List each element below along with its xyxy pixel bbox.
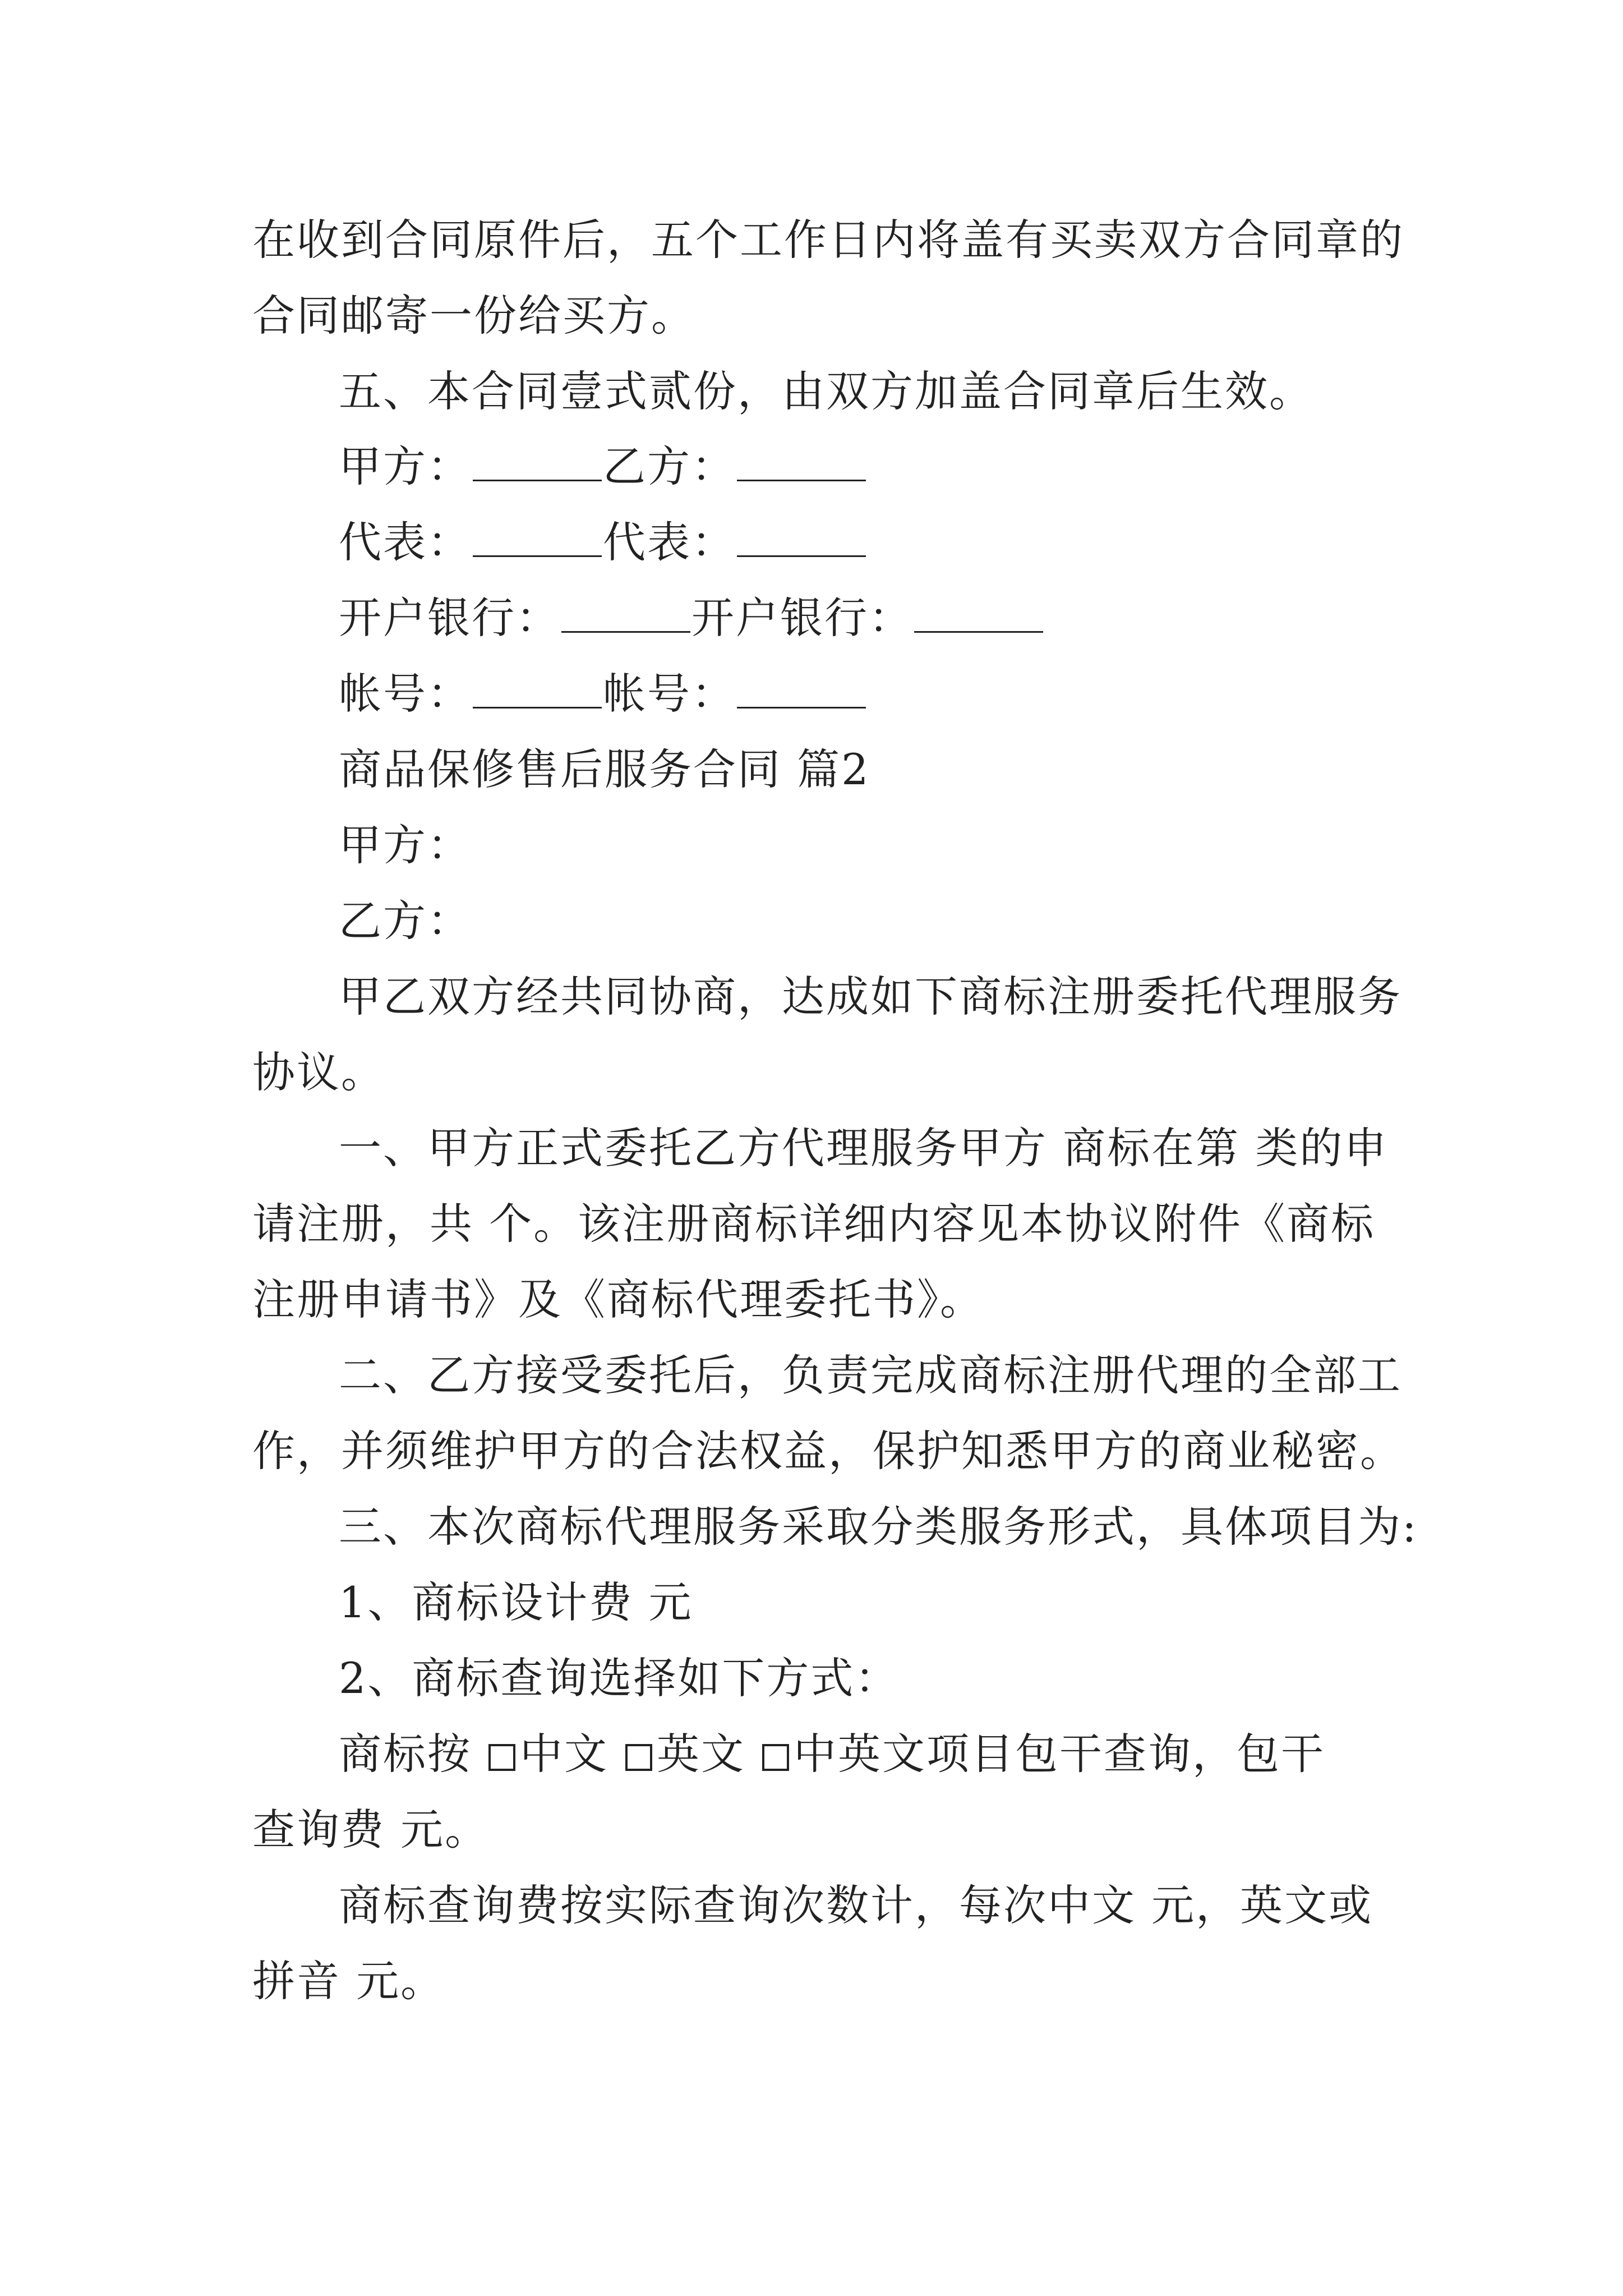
- signature-row-party: [339, 439, 867, 495]
- paragraph-line: 协议。: [252, 1047, 385, 1097]
- signature-row-bank: [339, 590, 1044, 646]
- party-b-line: 乙方：: [339, 896, 472, 946]
- fill-blank: [737, 446, 866, 481]
- bank-a-label: 开户银行：: [339, 593, 560, 643]
- paragraph-line: 三、本次商标代理服务采取分类服务形式，具体项目为:: [339, 1502, 1418, 1552]
- fill-blank: [473, 673, 602, 708]
- acct-a-label: 帐号：: [339, 669, 472, 719]
- paragraph-line: 五、本合同壹式贰份，由双方加盖合同章后生效。: [339, 366, 1313, 416]
- checkbox-chinese-english-label: 中英文项目包干查询，包干: [794, 1729, 1325, 1779]
- checkbox-english[interactable]: [625, 1744, 652, 1771]
- checkbox-chinese[interactable]: [488, 1744, 515, 1771]
- paragraph-line: 商标查询费按实际查询次数计，每次中文 元，英文或: [339, 1880, 1373, 1930]
- party-a-label: 甲方：: [339, 441, 472, 491]
- paragraph-line: 合同邮寄一份给买方。: [252, 291, 695, 341]
- paragraph-line: 1、商标设计费 元: [339, 1577, 693, 1627]
- checkbox-chinese-label: 中文: [520, 1729, 608, 1779]
- fill-blank: [737, 673, 866, 708]
- paragraph-line: 作，并须维护甲方的合法权益，保护知悉甲方的商业秘密。: [252, 1426, 1404, 1476]
- signature-row-representative: [339, 514, 867, 570]
- paragraph-line: 2、商标查询选择如下方式：: [339, 1653, 900, 1703]
- checkbox-chinese-english[interactable]: [762, 1744, 789, 1771]
- acct-b-label: 帐号：: [603, 669, 736, 719]
- checkbox-line: [339, 1726, 1325, 1782]
- paragraph-line: 甲乙双方经共同协商，达成如下商标注册委托代理服务: [339, 972, 1402, 1022]
- checkbox-english-label: 英文: [657, 1729, 745, 1779]
- fill-blank: [473, 522, 602, 557]
- party-b-label: 乙方：: [603, 441, 736, 491]
- paragraph-line: 拼音 元。: [252, 1956, 445, 2006]
- signature-row-account: [339, 666, 867, 722]
- fill-blank: [914, 597, 1043, 633]
- checkbox-line-prefix: 商标按: [339, 1729, 472, 1779]
- bank-b-label: 开户银行：: [691, 593, 913, 643]
- fill-blank: [561, 597, 690, 633]
- paragraph-line: 二、乙方接受委托后，负责完成商标注册代理的全部工: [339, 1350, 1402, 1400]
- section-title: 商品保修售后服务合同 篇2: [339, 744, 870, 794]
- paragraph-line: 查询费 元。: [252, 1805, 490, 1855]
- fill-blank: [473, 446, 602, 481]
- paragraph-line: 一、甲方正式委托乙方代理服务甲方 商标在第 类的申: [339, 1123, 1389, 1173]
- rep-b-label: 代表：: [603, 517, 736, 567]
- party-a-line: 甲方：: [339, 820, 472, 870]
- paragraph-line: 请注册，共 个。该注册商标详细内容见本协议附件《商标: [252, 1199, 1376, 1249]
- paragraph-line: 在收到合同原件后，五个工作日内将盖有买卖双方合同章的: [252, 215, 1404, 265]
- paragraph-line: 注册申请书》及《商标代理委托书》。: [252, 1274, 984, 1324]
- fill-blank: [737, 522, 866, 557]
- rep-a-label: 代表：: [339, 517, 472, 567]
